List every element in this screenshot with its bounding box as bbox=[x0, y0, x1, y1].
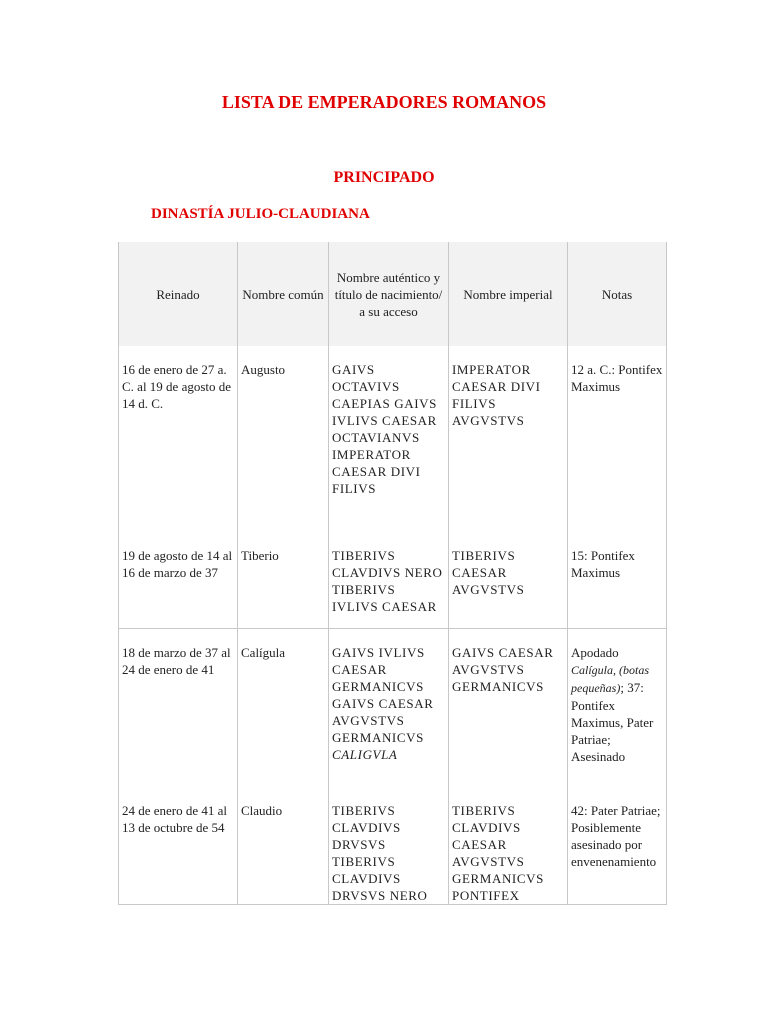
notas-suffix: ; 37: Pontifex Maximus, Pater Patriae; Asesinado bbox=[571, 680, 654, 764]
cell-nombre-imperial: GAIVS CAESAR AVGVSTVS GERMANICVS bbox=[449, 629, 568, 788]
nombre-autentico-text: GAIVS IVLIVS CAESAR GERMANICVS GAIVS CAESAR AVGVSTVS GERMANICVS bbox=[332, 645, 434, 745]
cell-nombre-imperial: TIBERIVS CAESAR AVGVSTVS bbox=[449, 532, 568, 629]
header-nombre-imperial: Nombre imperial bbox=[449, 242, 568, 346]
cell-nombre-autentico: TIBERIVS CLAVDIVS NERO TIBERIVS IVLIVS CAESAR bbox=[329, 532, 449, 629]
cell-reinado: 24 de enero de 41 al 13 de octubre de 54 bbox=[119, 787, 238, 905]
cell-reinado: 19 de agosto de 14 al 16 de marzo de 37 bbox=[119, 532, 238, 629]
header-notas: Notas bbox=[568, 242, 667, 346]
table-header-row bbox=[119, 242, 667, 346]
table-row bbox=[119, 346, 667, 532]
header-nombre-comun: Nombre común bbox=[238, 242, 329, 346]
cell-nombre-autentico bbox=[329, 629, 449, 788]
cell-nombre-autentico: GAIVS OCTAVIVS CAEPIAS GAIVS IVLIVS CAESAR OCTAVIANVS IMPERATOR CAESAR DIVI FILIVS bbox=[329, 346, 449, 532]
table-row bbox=[119, 787, 667, 905]
table-row bbox=[119, 629, 667, 788]
cell-reinado: 16 de enero de 27 a. C. al 19 de agosto de 14 d. C. bbox=[119, 346, 238, 532]
document-title: LISTA DE EMPERADORES ROMANOS bbox=[221, 92, 547, 112]
cell-notas: 42: Pater Patriae; Posiblemente asesinado por envenenamiento bbox=[568, 787, 667, 905]
section-heading: PRINCIPADO bbox=[333, 169, 435, 186]
header-reinado: Reinado bbox=[119, 242, 238, 346]
emperors-table bbox=[118, 242, 667, 905]
cell-nombre-comun: Tiberio bbox=[238, 532, 329, 629]
notas-apodo: Calígula, (botas pequeñas) bbox=[571, 663, 650, 695]
cell-nombre-imperial: TIBERIVS CLAVDIVS CAESAR AVGVSTVS GERMANICVS PONTIFEX bbox=[449, 787, 568, 905]
cell-reinado: 18 de marzo de 37 al 24 de enero de 41 bbox=[119, 629, 238, 788]
cell-nombre-comun: Calígula bbox=[238, 629, 329, 788]
cell-nombre-autentico: TIBERIVS CLAVDIVS DRVSVS TIBERIVS CLAVDIVS DRVSVS NERO bbox=[329, 787, 449, 905]
cell-nombre-comun: Augusto bbox=[238, 346, 329, 532]
nombre-autentico-apodo: CALIGVLA bbox=[332, 747, 398, 762]
cell-notas: 15: Pontifex Maximus bbox=[568, 532, 667, 629]
cell-notas bbox=[568, 629, 667, 788]
cell-nombre-imperial: IMPERATOR CAESAR DIVI FILIVS AVGVSTVS bbox=[449, 346, 568, 532]
subsection-heading: DINASTÍA JULIO-CLAUDIANA bbox=[151, 206, 370, 222]
notas-prefix: Apodado bbox=[571, 645, 619, 660]
cell-nombre-comun: Claudio bbox=[238, 787, 329, 905]
cell-notas: 12 a. C.: Pontifex Maximus bbox=[568, 346, 667, 532]
header-nombre-autentico: Nombre auténtico y título de nacimiento/ a su acceso bbox=[329, 242, 449, 346]
table-row bbox=[119, 532, 667, 629]
